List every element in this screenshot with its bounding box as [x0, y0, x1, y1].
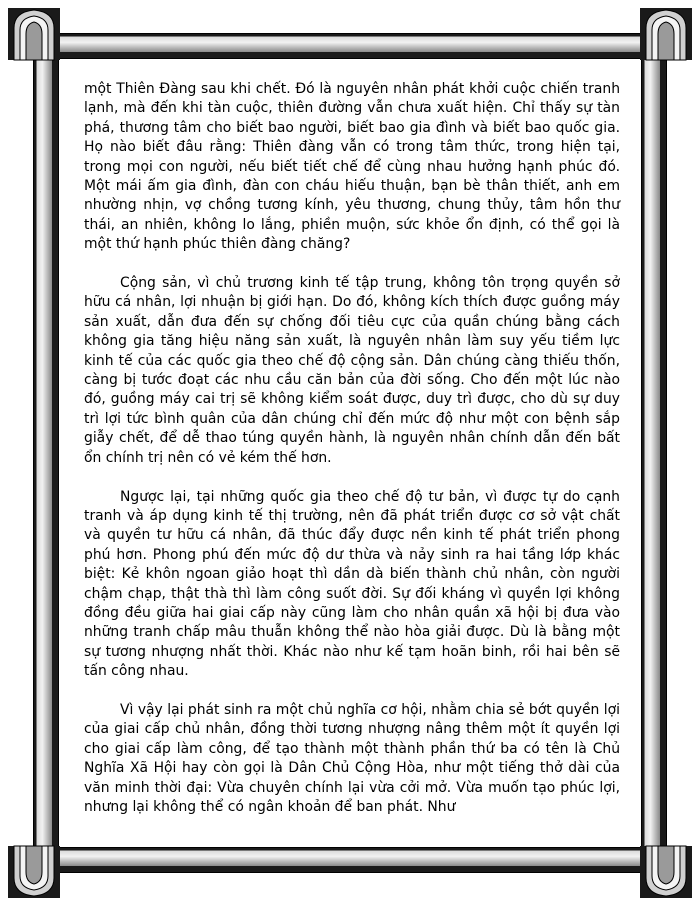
- corner-arch-ornament-top-right: [638, 6, 694, 62]
- corner-arch-ornament-top-left: [6, 6, 62, 62]
- page-body-text: [84, 80, 620, 837]
- frame-left-bar: [33, 14, 59, 892]
- paragraph-2: Cộng sản, vì chủ trương kinh tế tập trung, không tôn trọng quyền sở hữu cá nhân, lợi nhuận bị giới hạn. Do đó, không kích thích được guồng máy sản xuất, dẫn đưa đến sự chống đối tiêu cực của quần chúng bằng cách không gia tăng hiệu năng sản xuất, là nguyên nhân làm suy yếu tiềm lực kinh tế của các quốc gia theo chế độ cộng sản. Dân chúng càng thiếu thốn, càng bị tước đoạt các nhu cầu căn bản của đời sống. Cho đến một lúc nào đó, guồng máy cai trị sẽ không kiểm soát được, duy trì được, cho dù sự duy trì lợi tức bình quân của dân chúng chỉ đến mức độ như một con bệnh sắp giẫy chết, để dễ thao túng quyền hành, là nguyên nhân chính dẫn đến bất ổn chính trị nên có vẻ kém thế hơn.: [84, 275, 620, 466]
- frame-top-bar: [14, 33, 686, 59]
- corner-arch-ornament-bottom-left: [6, 844, 62, 900]
- frame-right-bar: [641, 14, 667, 892]
- paragraph-1: một Thiên Đàng sau khi chết. Đó là nguyên nhân phát khởi cuộc chiến tranh lạnh, mà đến khi tàn cuộc, thiên đường vẫn chưa xuất hiện. Chỉ thấy sự tàn phá, thương tâm cho biết bao người, biết bao gia đình và biết bao quốc gia. Họ nào biết đâu rằng: Thiên đàng vẫn có trong tâm thức, trong hiện tại, trong mọi con người, nếu biết tiết chế để cùng nhau hưởng hạnh phúc đó. Một mái ấm gia đình, đàn con cháu hiếu thuận, bạn bè thân thiết, anh em nhường nhịn, vợ chồng tương kính, yêu thương, chung thủy, tâm hồn thư thái, an nhiên, không lo lắng, phiền muộn, sức khỏe ổn định, có thể gọi là một thứ hạnh phúc thiên đàng chăng?: [84, 81, 620, 253]
- frame-bottom-bar: [14, 847, 686, 873]
- paragraph-4: Vì vậy lại phát sinh ra một chủ nghĩa cơ hội, nhằm chia sẻ bớt quyền lợi của giai cấp chủ nhân, đồng thời tương nhượng nâng thêm một ít quyền lợi cho giai cấp làm công, để tạo thành một thành phần thứ ba có tên là Chủ Nghĩa Xã Hội hay còn gọi là Dân Chủ Cộng Hòa, như một tiếng thở dài của văn minh thời đại: Vừa chuyên chính lại vừa cởi mở. Vừa muốn tạo phúc lợi, nhưng lại không thể có ngân khoản để ban phát. Như: [84, 701, 620, 815]
- corner-arch-ornament-bottom-right: [638, 844, 694, 900]
- paragraph-3: Ngược lại, tại những quốc gia theo chế độ tư bản, vì được tự do cạnh tranh và áp dụng kinh tế thị trường, nên đã phát triển được cơ sở vật chất và quyền tư hữu cá nhân, đã thúc đẩy được nền kinh tế phát triển phong phú hơn. Phong phú đến mức độ dư thừa và nảy sinh ra hai tầng lớp khác biệt: Kẻ khôn ngoan giảo hoạt thì dần dà biến thành chủ nhân, còn người chậm chạp, thật thà thì làm công suốt đời. Sự đối kháng vì quyền lợi không đồng đều giữa hai giai cấp này cũng làm cho nhân quần xã hội bị đưa vào những tranh chấp mâu thuẫn không thể nào hòa giải được. Dù là bằng một sự tương nhượng nhất thời. Khác nào như kế tạm hoãn binh, rồi hai bên sẽ tấn công nhau.: [84, 488, 620, 680]
